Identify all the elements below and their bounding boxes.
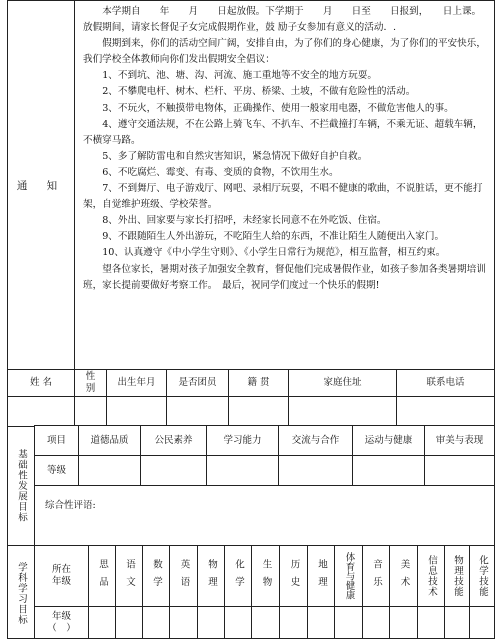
header-gender: 性别: [74, 370, 106, 396]
grade-health[interactable]: [352, 456, 424, 485]
subject-value-row: [34, 606, 494, 639]
subject-2: 数学: [142, 546, 169, 606]
header-address: 家庭住址: [288, 370, 396, 396]
grade-year-label: 年级（ ）: [34, 607, 88, 639]
header-native: 籍 贯: [228, 370, 288, 396]
subject-score-0[interactable]: [88, 607, 115, 639]
header-name: 姓 名: [29, 377, 53, 388]
subject-header-row: [34, 545, 494, 606]
subject-6: 生物: [251, 546, 279, 606]
subject-10: 音乐: [362, 546, 389, 606]
subject-score-14[interactable]: [469, 607, 494, 639]
notice-paragraph: 6、不吃腐烂、霉变、有毒、变质的食物，不饮用生水。: [102, 166, 339, 178]
grade-aesthetic[interactable]: [424, 456, 494, 485]
grade-cooperation[interactable]: [278, 456, 352, 485]
header-member: 是否团员: [166, 370, 228, 396]
notice-paragraph: 3、不玩火，不触摸带电物体，正确操作、使用一般家用电器，不做危害他人的事。: [102, 102, 454, 114]
value-gender[interactable]: [74, 397, 106, 425]
value-phone[interactable]: [396, 397, 494, 425]
notice-paragraph: 假期到来，你们的活动空间广阔，安排自由，为了你们的身心健康，为了你们的平安快乐，我们学校全体教师向你们发出假期安全倡议：: [83, 38, 486, 66]
basic-side-label: 基础性发展目标: [8, 426, 34, 545]
grade-label: 等级: [34, 456, 78, 485]
item-health: 运动与健康: [352, 426, 424, 455]
subject-score-4[interactable]: [197, 607, 224, 639]
subject-score-3[interactable]: [169, 607, 197, 639]
notice-paragraph: 9、不跟随陌生人外出游玩，不吃陌生人给的东西，不准让陌生人随便出入家门。: [102, 231, 445, 243]
subject-score-1[interactable]: [115, 607, 142, 639]
subject-score-11[interactable]: [389, 607, 417, 639]
subject-11: 美术: [389, 546, 417, 606]
comment-label: 综合性评语:: [45, 500, 96, 511]
notice-paragraph: 8、外出、回家要与家长打招呼，未经家长同意不在外吃饭、住宿。: [102, 215, 387, 227]
subject-side-label: 学科学习目标: [8, 545, 34, 640]
notice-paragraph: 4、遵守交通法规，不在公路上骑飞车、不扒车、不拦截撞打车辆，不乘无证、超载车辆，不横穿马路。: [83, 118, 483, 146]
subject-score-12[interactable]: [417, 607, 444, 639]
header-birth: 出生年月: [106, 370, 166, 396]
subject-score-13[interactable]: [444, 607, 469, 639]
item-moral: 道德品质: [78, 426, 140, 455]
subject-score-6[interactable]: [251, 607, 279, 639]
grade-col-label: 所在年级: [34, 546, 88, 606]
item-label: 项目: [34, 426, 78, 455]
subject-score-2[interactable]: [142, 607, 169, 639]
subject-0: 思品: [88, 546, 115, 606]
value-birth[interactable]: [106, 397, 166, 425]
value-name[interactable]: [8, 397, 74, 425]
notice-paragraph: 本学期自 年 月 日起放假。下学期于 月 日至 日报到， 日上课。放假期间，请家长督促子女完成假期作业，鼓 励子女参加有意义的活动．.: [83, 6, 482, 34]
subject-5: 化学: [224, 546, 251, 606]
subject-score-7[interactable]: [279, 607, 307, 639]
header-phone: 联系电话: [396, 370, 494, 396]
subject-12: 信息技术: [417, 546, 444, 606]
notice-paragraph: 2、不攀爬电杆、树木、栏杆、平房、桥梁、土坡，不做有危险性的活动。: [102, 86, 416, 98]
grade-learning[interactable]: [206, 456, 278, 485]
info-value-row: [8, 396, 494, 425]
item-aesthetic: 审美与表现: [424, 426, 494, 455]
grade-civic[interactable]: [140, 456, 206, 485]
subject-1: 语文: [115, 546, 142, 606]
item-cooperation: 交流与合作: [278, 426, 352, 455]
subject-score-10[interactable]: [362, 607, 389, 639]
grade-moral[interactable]: [78, 456, 140, 485]
subject-score-5[interactable]: [224, 607, 251, 639]
basic-grade-row: [34, 455, 494, 485]
notice-body: [74, 1, 494, 369]
notice-paragraph: 1、不到坑、池、塘、沟、河流、施工重地等不安全的地方玩耍。: [102, 70, 377, 82]
notice-label: 通 知: [16, 179, 66, 192]
value-member[interactable]: [166, 397, 228, 425]
subject-13: 物理技能: [444, 546, 469, 606]
subject-9: 体育与健康: [334, 546, 362, 606]
subject-score-8[interactable]: [307, 607, 334, 639]
subject-14: 化学技能: [469, 546, 494, 606]
subject-7: 历史: [279, 546, 307, 606]
subject-score-9[interactable]: [334, 607, 362, 639]
report-table: [7, 0, 495, 639]
value-native[interactable]: [228, 397, 288, 425]
basic-items-row: [34, 425, 494, 455]
subject-4: 物理: [197, 546, 224, 606]
item-civic: 公民素养: [140, 426, 206, 455]
subject-8: 地理: [307, 546, 334, 606]
value-address[interactable]: [288, 397, 396, 425]
notice-paragraph: 7、不到舞厅、电子游戏厅、网吧、录相厅玩耍，不唱不健康的歌曲，不说脏话，更不能打架，自觉维护班级、学校荣誉。: [83, 183, 483, 211]
notice-paragraph: 望各位家长，暑期对孩子加强安全教育，督促他们完成暑假作业，如孩子参加各类暑期培训班，家长提前要做好考察工作。 最后，祝同学们度过一个快乐的假期!: [83, 263, 486, 291]
notice-paragraph: 5、多了解防雷电和自然灾害知识，紧急情况下做好自护自救。: [102, 150, 368, 162]
subject-3: 英语: [169, 546, 197, 606]
info-header-row: [8, 369, 494, 396]
notice-paragraph: 10、认真遵守《中小学生守则》、《小学生日常行为规范》，相互监督，相互约束。: [102, 247, 446, 259]
comment-area[interactable]: [34, 486, 494, 545]
basic-comment-row: [34, 485, 494, 545]
item-learning: 学习能力: [206, 426, 278, 455]
